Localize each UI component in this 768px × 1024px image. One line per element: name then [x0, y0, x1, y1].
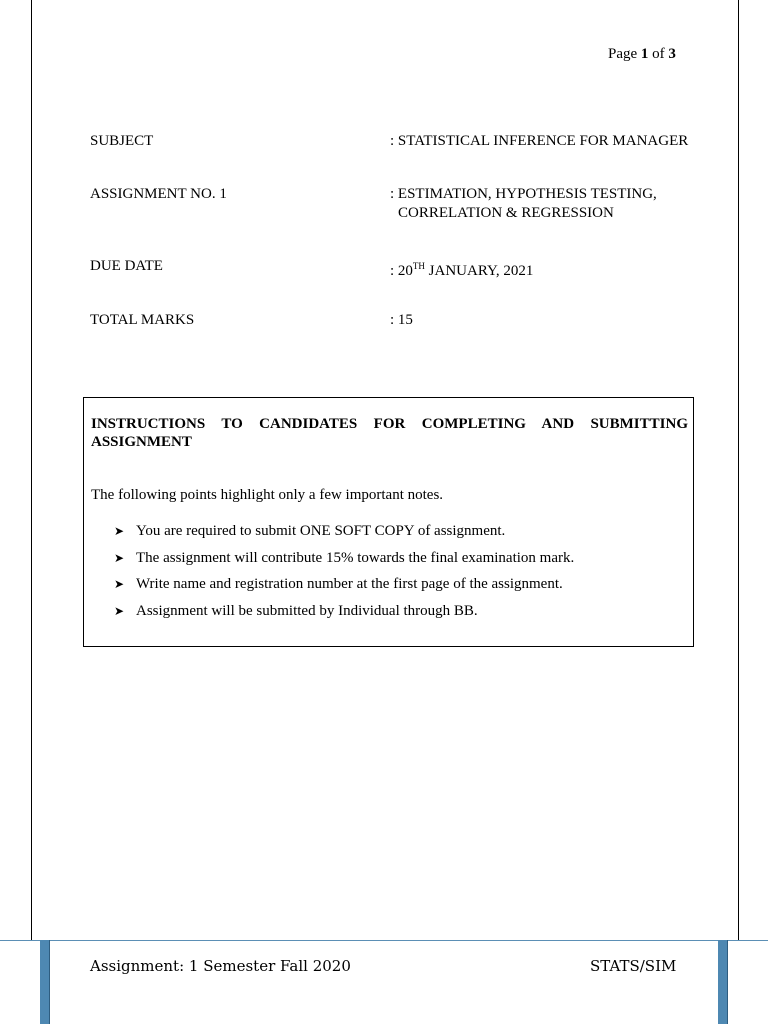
footer-left-accent-line	[49, 940, 50, 1024]
page-right-edge	[738, 0, 739, 940]
list-item	[114, 522, 574, 549]
assignment-topic-line2: CORRELATION & REGRESSION	[398, 205, 614, 221]
footer-course-code: STATS/SIM	[590, 957, 677, 975]
arrow-bullet-icon: ➤	[114, 524, 125, 538]
footer-left-accent-bar	[40, 940, 49, 1024]
assignment-topic-value	[390, 185, 657, 223]
arrow-bullet-icon: ➤	[114, 577, 125, 591]
list-item-text: Assignment will be submitted by Individual through BB.	[136, 602, 478, 619]
footer-assignment-label: Assignment: 1 Semester Fall 2020	[90, 957, 351, 975]
assignment-number-label: ASSIGNMENT NO. 1	[90, 186, 227, 202]
arrow-bullet-icon: ➤	[114, 603, 125, 618]
list-item-text: You are required to submit ONE SOFT COPY of assignment.	[136, 523, 506, 539]
total-marks-label: TOTAL MARKS	[90, 312, 195, 328]
total-marks-value: : 15	[390, 312, 413, 328]
arrow-bullet-icon: ➤	[114, 550, 125, 565]
due-date-month-year: JANUARY, 2021	[424, 263, 534, 279]
list-item-text: The assignment will contribute 15% towards the final examination mark.	[136, 549, 575, 566]
list-item	[114, 575, 574, 602]
instructions-list	[114, 522, 574, 628]
list-item	[114, 549, 574, 576]
due-date-label: DUE DATE	[90, 258, 163, 274]
page-number: Page 1 of 3	[608, 46, 676, 62]
instructions-heading: INSTRUCTIONS TO CANDIDATES FOR COMPLETING AND SUBMITTING ASSIGNMENT	[91, 416, 688, 450]
list-item-text: Write name and registration number at the first page of the assignment.	[136, 576, 563, 592]
due-date-ordinal: TH	[412, 261, 425, 271]
due-date-value	[390, 257, 533, 281]
due-date-day: : 20	[390, 263, 413, 279]
subject-value: : STATISTICAL INFERENCE FOR MANAGER	[390, 133, 689, 149]
footer-right-accent-line	[727, 940, 728, 1024]
instructions-box	[83, 397, 694, 647]
assignment-topic-line1: : ESTIMATION, HYPOTHESIS TESTING,	[390, 186, 657, 202]
subject-label: SUBJECT	[90, 133, 154, 149]
page-left-edge	[31, 0, 32, 940]
footer-rule	[0, 940, 768, 941]
list-item	[114, 602, 574, 629]
footer-right-accent-bar	[718, 940, 727, 1024]
instructions-intro: The following points highlight only a few important notes.	[91, 487, 444, 503]
